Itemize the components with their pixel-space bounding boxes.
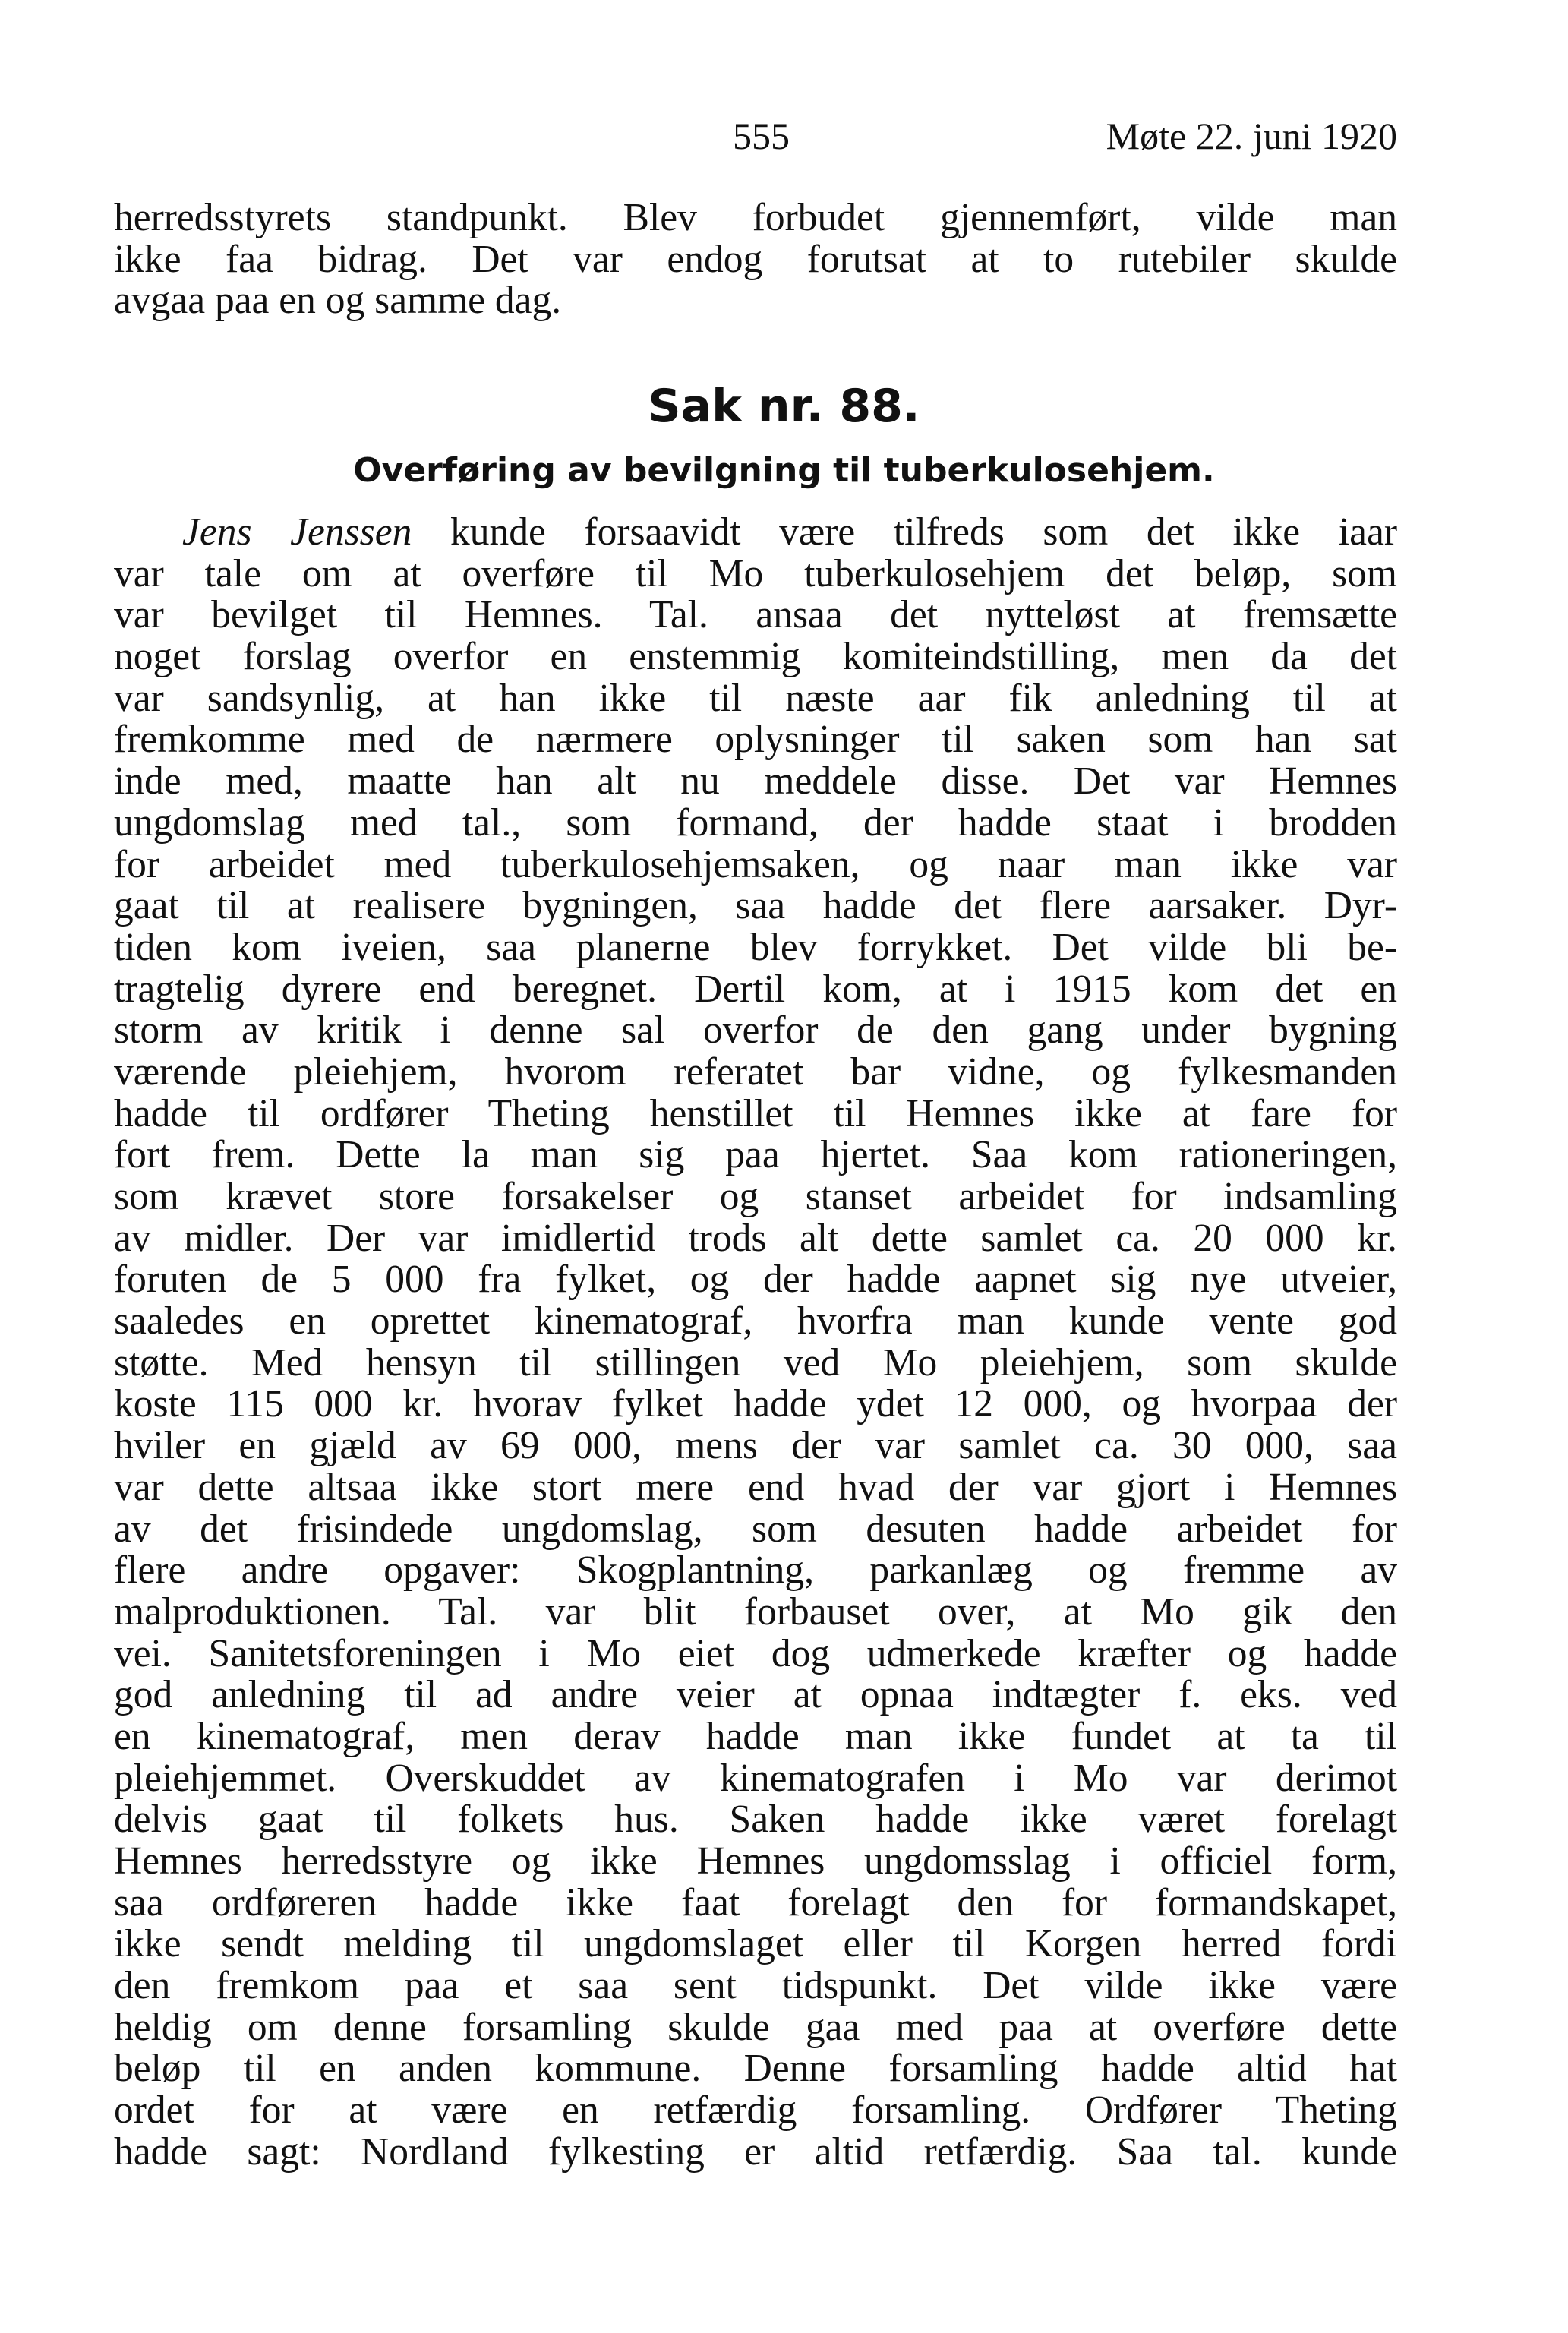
text-line: fort frem. Dette la man sig paa hjertet. Saa kom rationeringen,	[114, 1133, 1397, 1177]
text-line: ordet for at være en retfærdig forsamling. Ordfører Theting	[114, 2088, 1397, 2133]
text-line: beløp til en anden kommune. Denne forsamling hadde altid hat	[114, 2047, 1397, 2091]
text-line: herredsstyrets standpunkt. Blev forbudet gjennemført, vilde man	[114, 196, 1397, 239]
text-line: ikke faa bidrag. Det var endog forutsat at to rutebiler skulde	[114, 237, 1397, 281]
intro-paragraph	[114, 197, 1397, 322]
text-line: den fremkom paa et saa sent tidspunkt. Det vilde ikke være	[114, 1964, 1397, 2008]
text-line: heldig om denne forsamling skulde gaa med paa at overføre dette	[114, 2005, 1397, 2049]
text-line: som krævet store forsakelser og stanset arbeidet for indsamling	[114, 1175, 1397, 1218]
text-line: avgaa paa en og samme dag.	[114, 279, 562, 323]
text-line: for arbeidet med tuberkulosehjemsaken, og naar man ikke var	[114, 842, 1397, 886]
text-line: flere andre opgaver: Skogplantning, parkanlæg og fremme av	[114, 1548, 1397, 1593]
text-line: malproduktionen. Tal. var blit forbauset over, at Mo gik den	[114, 1590, 1397, 1634]
text-line: ungdomslag med tal., som formand, der hadde staat i brodden	[114, 800, 1397, 844]
text-line: storm av kritik i denne sal overfor de den gang under bygning	[114, 1009, 1397, 1053]
text-line: var dette altsaa ikke stort mere end hvad der var gjort i Hemnes	[114, 1465, 1397, 1509]
text-line: hviler en gjæld av 69 000, mens der var samlet ca. 30 000, saa	[114, 1424, 1397, 1468]
text-line: koste 115 000 kr. hvorav fylket hadde ydet 12 000, og hvorpaa der	[114, 1382, 1397, 1426]
text-line: pleiehjemmet. Overskuddet av kinematografen i Mo var derimot	[114, 1756, 1397, 1800]
text-line: var sandsynlig, at han ikke til næste aar fik anledning til at	[114, 676, 1397, 720]
text-line: hadde sagt: Nordland fylkesting er altid retfærdig. Saa tal. kunde	[114, 2129, 1397, 2174]
text-line: Hemnes herredsstyre og ikke Hemnes ungdomsslag i officiel form,	[114, 1839, 1397, 1883]
text-line: av det frisindede ungdomslag, som desuten hadde arbeidet for	[114, 1507, 1397, 1551]
meeting-date: Møte 22. juni 1920	[1106, 115, 1397, 157]
text-line: foruten de 5 000 fra fylket, og der hadde aapnet sig nye utveier,	[114, 1258, 1397, 1302]
text-line: støtte. Med hensyn til stillingen ved Mo pleiehjem, som skulde	[114, 1340, 1397, 1384]
text-line: av midler. Der var imidlertid trods alt dette samlet ca. 20 000 kr.	[114, 1216, 1397, 1260]
text-line: fremkomme med de nærmere oplysninger til saken som han sat	[114, 718, 1397, 762]
case-title: Sak nr. 88.	[648, 380, 920, 433]
text-line: ikke sendt melding til ungdomslaget eller til Korgen herred fordi	[114, 1922, 1397, 1966]
running-head	[114, 114, 1397, 167]
text-line: god anledning til ad andre veier at opnaa indtægter f. eks. ved	[114, 1673, 1397, 1717]
text-line: værende pleiehjem, hvorom referatet bar vidne, og fylkesmanden	[114, 1050, 1397, 1094]
text-line: var tale om at overføre til Mo tuberkulosehjem det beløp, som	[114, 551, 1397, 595]
text-line: saa ordføreren hadde ikke faat forelagt den for formandskapet,	[114, 1880, 1397, 1924]
text-line: gaat til at realisere bygningen, saa hadde det flere aarsaker. Dyr-	[114, 884, 1397, 928]
case-subtitle: Overføring av bevilgning til tuberkulosehjem.	[353, 451, 1215, 490]
text-line: hadde til ordfører Theting henstillet til Hemnes ikke at fare for	[114, 1091, 1397, 1135]
text-line: en kinematograf, men derav hadde man ikke fundet at ta til	[114, 1714, 1397, 1758]
page-number: 555	[733, 115, 790, 157]
text-line: noget forslag overfor en enstemmig komiteindstilling, men da det	[114, 635, 1397, 679]
text-line: tiden kom iveien, saa planerne blev forrykket. Det vilde bli be-	[114, 925, 1397, 969]
first-line-text: kunde forsaavidt være tilfreds som det ikke iaar	[412, 510, 1397, 554]
text-line: vei. Sanitetsforeningen i Mo eiet dog udmerkede kræfter og hadde	[114, 1631, 1397, 1675]
text-line: var bevilget til Hemnes. Tal. ansaa det nytteløst at fremsætte	[114, 593, 1397, 637]
text-line: delvis gaat til folkets hus. Saken hadde ikke været forelagt	[114, 1798, 1397, 1842]
text-line: inde med, maatte han alt nu meddele disse. Det var Hemnes	[114, 759, 1397, 803]
body-paragraph	[114, 512, 1397, 2174]
text-line	[114, 512, 1397, 554]
speaker-name: Jens Jenssen	[182, 510, 412, 554]
text-line: tragtelig dyrere end beregnet. Dertil kom, at i 1915 kom det en	[114, 967, 1397, 1011]
text-line: saaledes en oprettet kinematograf, hvorfra man kunde vente god	[114, 1299, 1397, 1343]
